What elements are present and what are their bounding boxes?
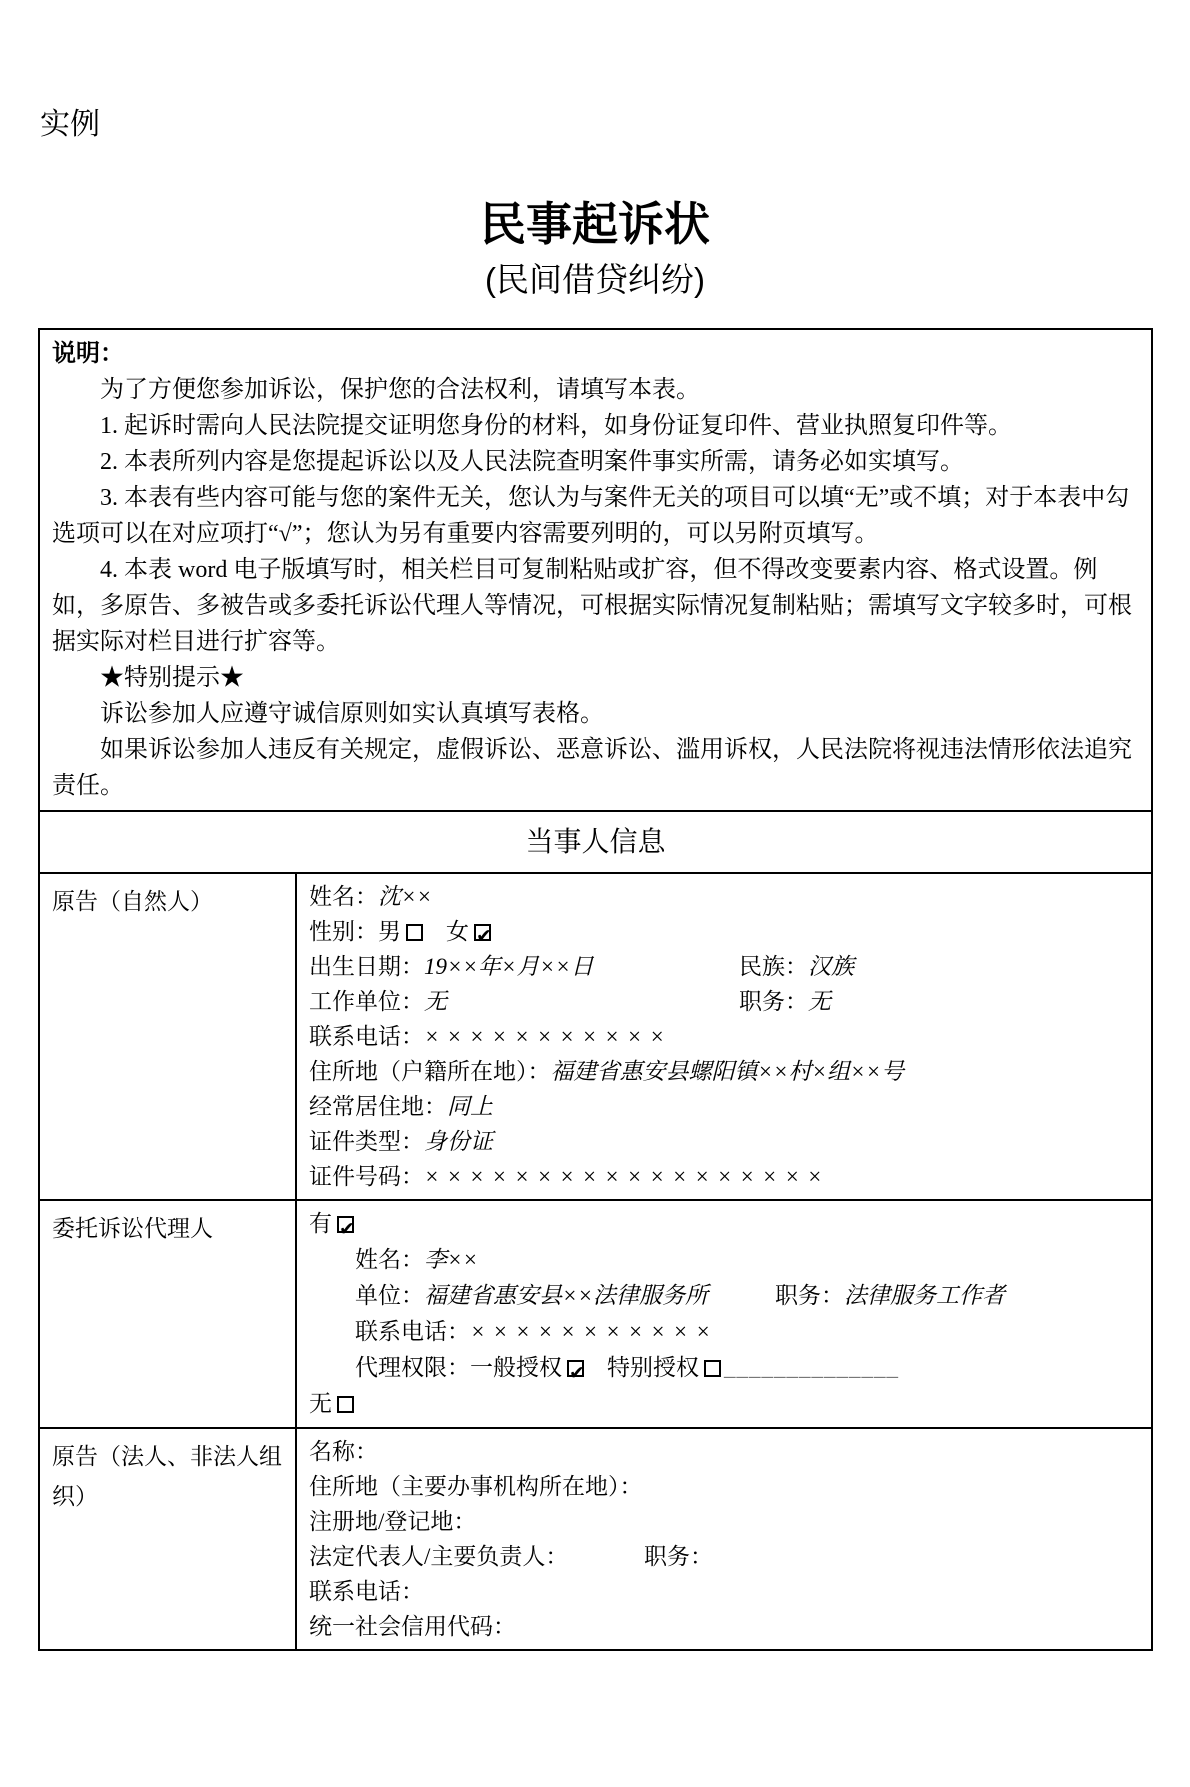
agent-has-line — [309, 1206, 1139, 1242]
notes-paragraph-3: 3. 本表有些内容可能与您的案件无关，您认为与案件无关的项目可以填“无”或不填；对于本表中勾选项可以在对应项打“√”；您认为另有重要内容需要列明的，可以另附页填写。 — [52, 485, 1130, 547]
name-label: 姓名： — [309, 884, 378, 909]
id-type-label: 证件类型： — [309, 1129, 424, 1154]
birth-ethnic-line — [309, 949, 1139, 984]
sex-male-label: 男 — [378, 919, 401, 944]
org-representative-line — [309, 1539, 1139, 1574]
notes-paragraph-1: 1. 起诉时需向人民法院提交证明您身份的材料，如身份证复印件、营业执照复印件等。 — [100, 413, 1012, 439]
id-number-label: 证件号码： — [309, 1164, 424, 1189]
residence-label: 经常居住地： — [309, 1094, 447, 1119]
agent-org-duty-line — [309, 1278, 1139, 1314]
party-info-header: 当事人信息 — [40, 810, 1151, 872]
notes-heading: 说明： — [52, 340, 124, 367]
agent-phone-line — [309, 1314, 1139, 1350]
org-uscc-line — [309, 1609, 1139, 1644]
notes-paragraph-2: 2. 本表所列内容是您提起诉讼以及人民法院查明案件事实所需，请务必如实填写。 — [100, 449, 964, 475]
plaintiff-natural-content — [297, 874, 1151, 1199]
agent-row — [40, 1199, 1151, 1427]
address-value: 福建省惠安县螺阳镇××村×组××号 — [550, 1059, 905, 1084]
agent-scope-general-label: 一般授权 — [470, 1355, 562, 1380]
agent-none-line — [309, 1386, 1139, 1422]
plaintiff-natural-label: 原告（自然人） — [40, 874, 297, 1199]
notes-section — [40, 330, 1151, 810]
sex-line — [309, 914, 1139, 949]
notes-paragraph-7: 如果诉讼参加人违反有关规定，虚假诉讼、恶意诉讼、滥用诉权，人民法院将视违法情形依法追究责任。 — [52, 737, 1132, 799]
notes-paragraph-4: 4. 本表 word 电子版填写时，相关栏目可复制粘贴或扩容，但不得改变要素内容、格式设置。例如，多原告、多被告或多委托诉讼代理人等情况，可根据实际情况复制粘贴；需填写文字较多时，可根据实际对栏目进行扩容等。 — [52, 557, 1132, 655]
plaintiff-org-row — [40, 1427, 1151, 1649]
agent-has-checkbox — [337, 1216, 354, 1233]
id-type-line — [309, 1124, 1139, 1159]
agent-none-checkbox — [337, 1396, 354, 1413]
name-line — [309, 879, 1139, 914]
residence-value: 同上 — [447, 1094, 493, 1119]
agent-has-label: 有 — [309, 1211, 332, 1236]
complaint-table — [38, 328, 1153, 1651]
org-name-line — [309, 1434, 1139, 1469]
agent-none-label: 无 — [309, 1391, 332, 1416]
document-subtitle: (民间借贷纠纷) — [485, 261, 705, 298]
notes-special-tip: ★特别提示★ — [100, 665, 244, 691]
sex-label: 性别： — [309, 919, 378, 944]
agent-scope-line — [309, 1350, 1139, 1386]
agent-phone-value: ××××××××××× — [470, 1319, 718, 1344]
document-page — [0, 104, 1190, 1651]
plaintiff-natural-row — [40, 872, 1151, 1199]
ethnic-value: 汉族 — [808, 954, 854, 979]
birth-value: 19××年×月××日 — [424, 954, 594, 979]
duty-label: 职务： — [739, 989, 808, 1014]
agent-org-field — [355, 1278, 775, 1314]
org-registration-label: 注册地/登记地： — [309, 1509, 477, 1534]
id-number-value: ×××××××××××××××××× — [424, 1164, 830, 1189]
agent-scope-special-label: 特别授权 — [607, 1355, 699, 1380]
phone-value: ××××××××××× — [424, 1024, 672, 1049]
id-number-line — [309, 1159, 1139, 1194]
agent-content — [297, 1201, 1151, 1427]
org-registration-line — [309, 1504, 1139, 1539]
id-type-value: 身份证 — [424, 1129, 493, 1154]
org-phone-label: 联系电话： — [309, 1579, 424, 1604]
birth-field — [309, 949, 739, 984]
agent-duty-label: 职务： — [775, 1283, 844, 1308]
org-representative-label: 法定代表人/主要负责人： — [309, 1544, 569, 1569]
document-title: 民事起诉状 — [480, 198, 710, 250]
org-address-label: 住所地（主要办事机构所在地）： — [309, 1474, 643, 1499]
scope-blank-underline: ______________ — [724, 1355, 899, 1380]
org-name-label: 名称： — [309, 1439, 378, 1464]
phone-label: 联系电话： — [309, 1024, 424, 1049]
name-value: 沈×× — [378, 884, 433, 909]
notes-paragraph-intro: 为了方便您参加诉讼，保护您的合法权利，请填写本表。 — [100, 377, 700, 403]
work-duty-line — [309, 984, 1139, 1019]
agent-org-label: 单位： — [355, 1283, 424, 1308]
org-uscc-label: 统一社会信用代码： — [309, 1614, 516, 1639]
residence-line — [309, 1089, 1139, 1124]
org-address-line — [309, 1469, 1139, 1504]
example-label: 实例 — [40, 108, 100, 141]
org-duty-label: 职务： — [644, 1544, 713, 1569]
org-phone-line — [309, 1574, 1139, 1609]
notes-paragraph-6: 诉讼参加人应遵守诚信原则如实认真填写表格。 — [100, 701, 604, 727]
sex-female-label: 女 — [446, 919, 469, 944]
agent-name-line — [309, 1242, 1139, 1278]
duty-value: 无 — [808, 989, 831, 1014]
plaintiff-org-label: 原告（法人、非法人组织） — [40, 1429, 297, 1649]
plaintiff-org-content — [297, 1429, 1151, 1649]
agent-label: 委托诉讼代理人 — [40, 1201, 297, 1427]
address-label: 住所地（户籍所在地）： — [309, 1059, 551, 1084]
birth-label: 出生日期： — [309, 954, 424, 979]
phone-line — [309, 1019, 1139, 1054]
work-value: 无 — [424, 989, 447, 1014]
agent-duty-value: 法律服务工作者 — [844, 1283, 1005, 1308]
agent-name-value: 李×× — [424, 1247, 479, 1272]
male-checkbox — [406, 924, 423, 941]
general-authorization-checkbox — [567, 1360, 584, 1377]
agent-name-label: 姓名： — [355, 1247, 424, 1272]
female-checkbox — [474, 924, 491, 941]
agent-phone-label: 联系电话： — [355, 1319, 470, 1344]
work-label: 工作单位： — [309, 989, 424, 1014]
work-field — [309, 984, 739, 1019]
agent-scope-label: 代理权限： — [355, 1355, 470, 1380]
special-authorization-checkbox — [704, 1360, 721, 1377]
address-line — [309, 1054, 1139, 1089]
agent-org-value: 福建省惠安县××法律服务所 — [424, 1283, 709, 1308]
ethnic-label: 民族： — [739, 954, 808, 979]
